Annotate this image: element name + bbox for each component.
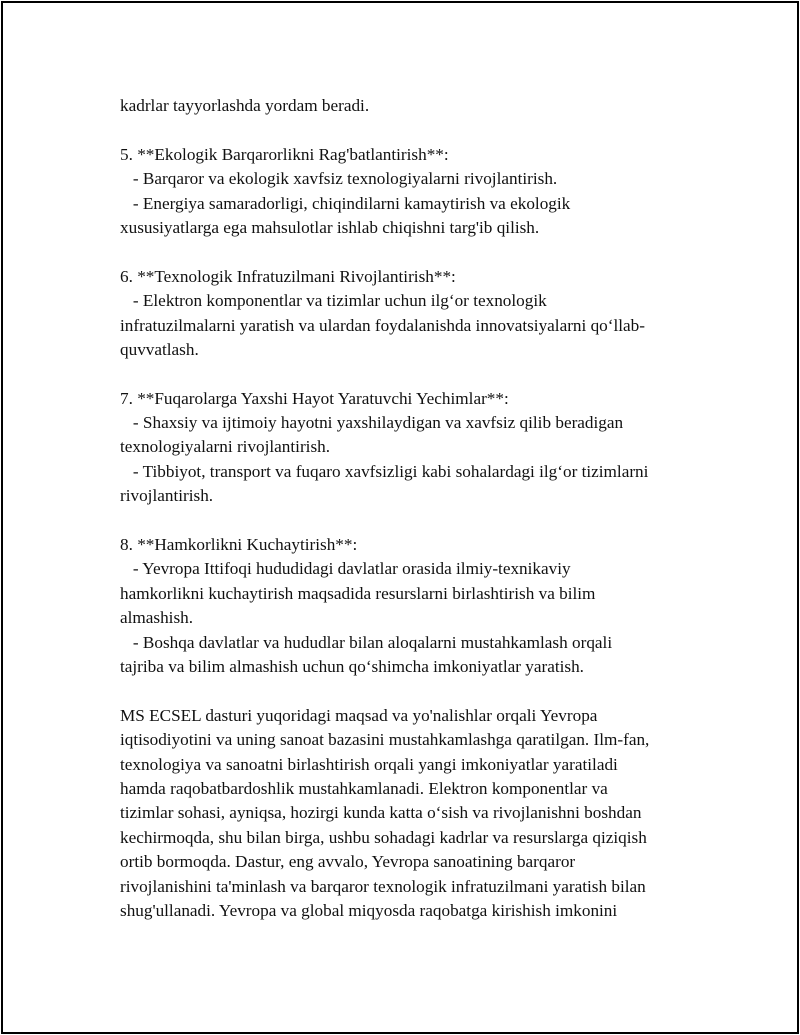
section-heading: 8. **Hamkorlikni Kuchaytirish**: [120,535,358,555]
text-line: rivojlantirish. [120,486,214,506]
bullet-line: - Tibbiyot, transport va fuqaro xavfsizligi kabi sohalardagi ilg‘or tizimlarni [120,461,649,481]
paragraph-line: MS ECSEL dasturi yuqoridagi maqsad va yo'nalishlar orqali Yevropa [120,705,598,725]
paragraph-line: shug'ullanadi. Yevropa va global miqyosda raqobatga kirishish imkonini [120,900,618,920]
text-line: infratuzilmalarni yaratish va ulardan foydalanishda innovatsiyalarni qo‘llab- [120,315,645,335]
paragraph-line: ortib bormoqda. Dastur, eng avvalo, Yevropa sanoatining barqaror [120,852,576,872]
bullet-line: - Elektron komponentlar va tizimlar uchun ilg‘or texnologik [120,291,547,311]
bullet-line: - Shaxsiy va ijtimoiy hayotni yaxshilaydigan va xavfsiz qilib beradigan [120,413,624,433]
paragraph-line: hamda raqobatbardoshlik mustahkamlanadi. Elektron komponentlar va [120,778,608,798]
bullet-line: - Energiya samaradorligi, chiqindilarni kamaytirish va ekologik [120,193,571,213]
paragraph-gap [120,240,700,264]
section-heading: 7. **Fuqarolarga Yaxshi Hayot Yaratuvchi Yechimlar**: [120,388,509,408]
paragraph-gap [120,509,700,533]
text-line: texnologiyalarni rivojlantirish. [120,437,331,457]
paragraph-gap [120,118,700,142]
text-line: quvvatlash. [120,339,199,359]
document-page [1,1,799,1034]
paragraph-line: kechirmoqda, shu bilan birga, ushbu sohadagi kadrlar va resurslarga qiziqish [120,827,647,847]
section-heading: 5. **Ekologik Barqarorlikni Rag'batlantirish**: [120,144,449,164]
document-body [120,94,700,923]
paragraph-line: texnologiya va sanoatni birlashtirish orqali yangi imkoniyatlar yaratiladi [120,754,618,774]
bullet-line: - Barqaror va ekologik xavfsiz texnologiyalarni rivojlantirish. [120,169,558,189]
section-heading: 6. **Texnologik Infratuzilmani Rivojlantirish**: [120,266,456,286]
paragraph-gap [120,362,700,386]
text-line: kadrlar tayyorlashda yordam beradi. [120,96,370,115]
bullet-line: - Boshqa davlatlar va hududlar bilan aloqalarni mustahkamlash orqali [120,632,613,652]
paragraph-gap [120,679,700,703]
text-line: tajriba va bilim almashish uchun qo‘shimcha imkoniyatlar yaratish. [120,656,584,676]
text-line: hamkorlikni kuchaytirish maqsadida resurslarni birlashtirish va bilim [120,583,596,603]
paragraph-line: tizimlar sohasi, ayniqsa, hozirgi kunda katta o‘sish va rivojlanishni boshdan [120,803,642,823]
paragraph-line: rivojlanishini ta'minlash va barqaror texnologik infratuzilmani yaratish bilan [120,876,646,896]
bullet-line: - Yevropa Ittifoqi hududidagi davlatlar orasida ilmiy-texnikaviy [120,559,571,579]
text-line: almashish. [120,608,194,628]
text-line: xususiyatlarga ega mahsulotlar ishlab chiqishni targ'ib qilish. [120,217,540,237]
paragraph-line: iqtisodiyotini va uning sanoat bazasini mustahkamlashga qaratilgan. Ilm-fan, [120,730,650,750]
